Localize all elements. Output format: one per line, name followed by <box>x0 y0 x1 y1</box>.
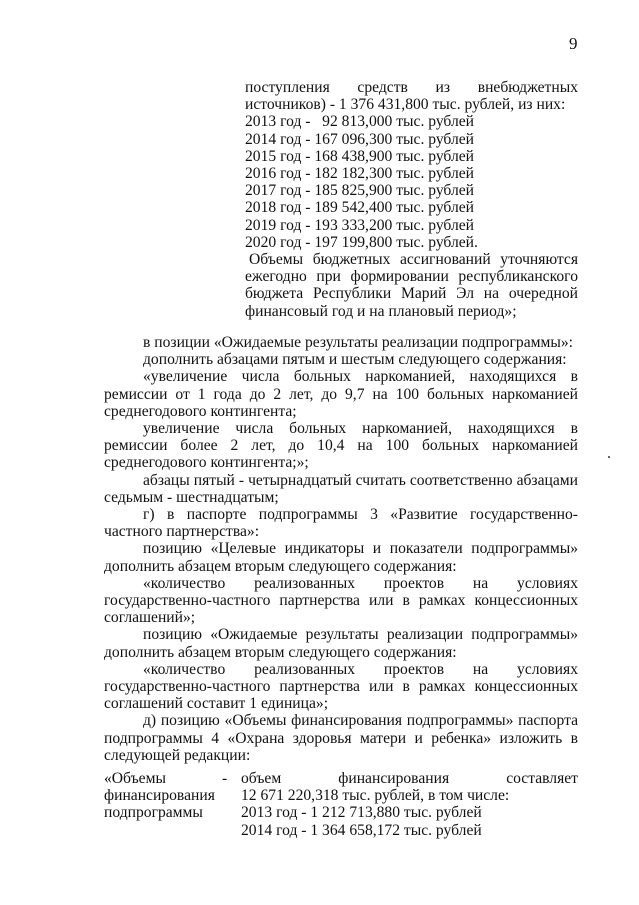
year-line: 2020 год - 197 199,800 тыс. рублей. <box>245 233 478 251</box>
financing-continuation <box>245 79 578 320</box>
financing-line: поступления средств из внебюджетных <box>245 79 578 96</box>
year-line: 2015 год - 168 438,900 тыс. рублей <box>245 147 475 165</box>
page-number: 9 <box>569 34 578 53</box>
year-line: 2016 год - 182 182,300 тыс. рублей <box>245 165 475 183</box>
year-line: 2014 год - 167 096,300 тыс. рублей <box>245 130 475 148</box>
paragraph: «увеличение числа больных наркоманией, находящихся в ремиссии от 1 года до 2 лет, до 9,7 на 100 больных наркоманией среднегодового контингента; <box>104 368 578 420</box>
value-line: объем финансирования составляет <box>241 770 578 787</box>
label-line: подпрограммы <box>104 804 203 822</box>
scan-speck <box>608 456 610 458</box>
paragraph: увеличение числа больных наркоманией, находящихся в ремиссии более 2 лет, до 10,4 на 100 больных наркоманией среднегодового контингента;»; <box>104 420 578 472</box>
financing-table <box>104 770 578 839</box>
paragraph: в позиции «Ожидаемые результаты реализации подпрограммы»: <box>143 334 573 351</box>
table-row <box>104 770 578 839</box>
label-line: финансирования <box>104 787 215 805</box>
table-label-cell <box>104 770 241 839</box>
value-line: 12 671 220,318 тыс. рублей, в том числе: <box>241 787 510 805</box>
value-line: 2014 год - 1 364 658,172 тыс. рублей <box>241 821 482 839</box>
paragraph: позицию «Целевые индикаторы и показатели подпрограммы» дополнить абзацем вторым следующего содержания: <box>104 540 578 575</box>
dash-separator: - <box>222 770 228 787</box>
year-line: 2013 год - 92 813,000 тыс. рублей <box>245 113 475 131</box>
paragraph: г) в паспорте подпрограммы 3 «Развитие государственно-частного партнерства»: <box>104 506 578 541</box>
year-line: 2017 год - 185 825,900 тыс. рублей <box>245 182 475 200</box>
budget-note-line: бюджета Республики Марий Эл на очередной <box>245 285 578 303</box>
budget-note-line: ежегодно при формировании республиканского <box>245 268 578 286</box>
financing-line: источников) - 1 376 431,800 тыс. рублей, из них: <box>245 96 566 114</box>
value-line: 2013 год - 1 212 713,880 тыс. рублей <box>241 804 482 822</box>
paragraph: «количество реализованных проектов на условиях государственно-частного партнерства или в рамках концессионных соглашений»; <box>104 574 578 627</box>
budget-note-line: Объемы бюджетных ассигнований уточняются <box>249 251 578 269</box>
paragraph: позицию «Ожидаемые результаты реализации подпрограммы» дополнить абзацем вторым следующего содержания: <box>104 626 578 661</box>
paragraph: д) позицию «Объемы финансирования подпрограммы» паспорта подпрограммы 4 «Охрана здоровья матери и ребенка» изложить в следующей редакции: <box>104 712 578 764</box>
paragraph: «количество реализованных проектов на условиях государственно-частного партнерства или в рамках концессионных соглашений составит 1 единица»; <box>104 660 578 713</box>
table-value-cell <box>241 770 578 839</box>
year-line: 2019 год - 193 333,200 тыс. рублей <box>245 216 475 234</box>
amendment-text <box>104 334 578 764</box>
year-line: 2018 год - 189 542,400 тыс. рублей <box>245 199 475 217</box>
label-line: «Объемы <box>104 770 166 787</box>
budget-note-line: финансовый год и на плановый период»; <box>245 302 517 320</box>
paragraph: дополнить абзацами пятым и шестым следующего содержания: <box>143 351 567 369</box>
paragraph: абзацы пятый - четырнадцатый считать соответственно абзацами седьмым - шестнадцатым; <box>104 471 578 506</box>
